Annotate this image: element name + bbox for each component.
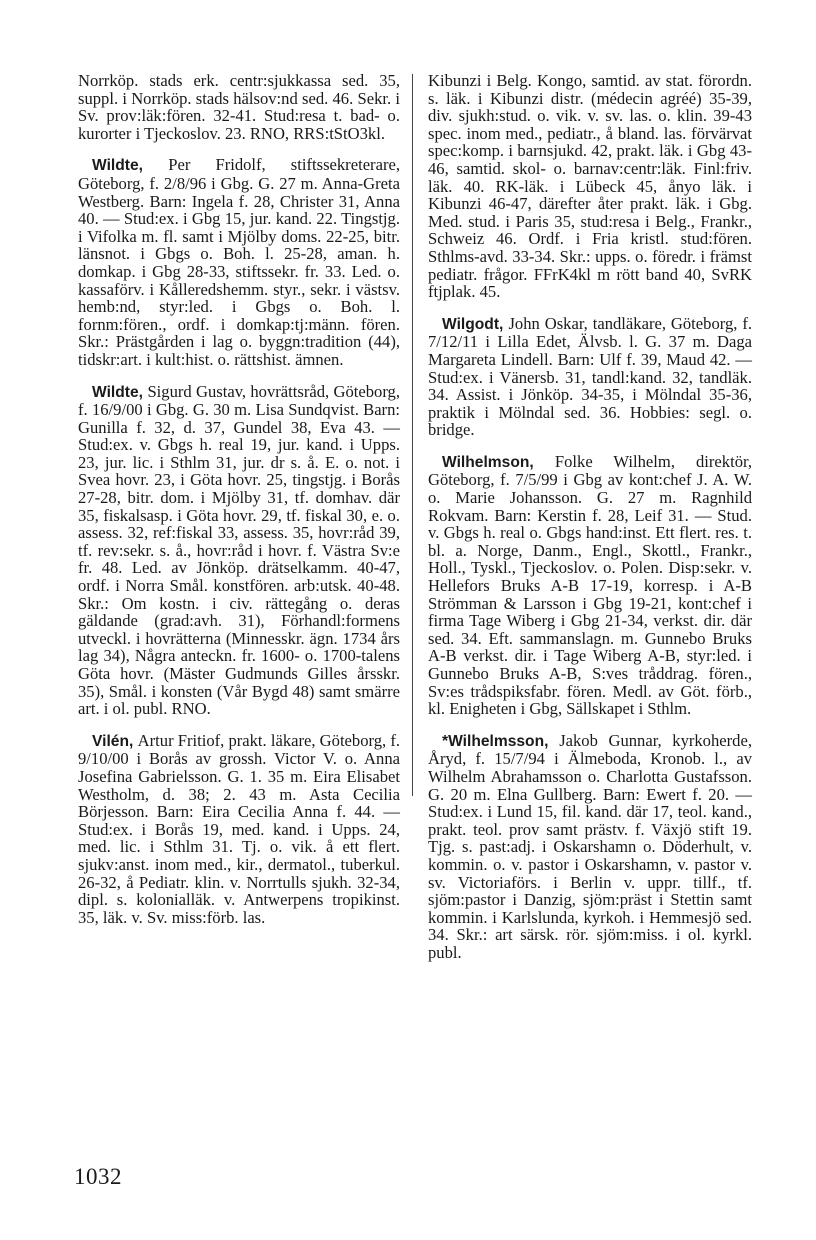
right-column <box>428 72 752 962</box>
entry-wilhelmsson-jakob <box>428 732 752 962</box>
entry-text: Norrköp. stads erk. centr:sjukkassa sed. 35, suppl. i Norrköp. stads hälsov:nd sed. 46. Sekr. i Sv. prov:läk:fören. 32-41. Stud:resa t. bad- o. kurorter i Tjeckoslov. 23. RNO, RRS:tStO3kl. <box>78 71 400 143</box>
entry-text: Folke Wilhelm, direktör, Göteborg, f. 7/5/99 i Gbg av kont:chef J. A. W. o. Marie Johansson. G. 27 m. Ragnhild Rokvam. Barn: Kerstin f. 28, Leif 31. — Stud. v. Gbgs h. real o. Gbgs hand:inst. Ett flert. res. t. bl. a. Norge, Danm., Engl., Skottl., Frankr., Holl., Tyskl., Tjeckoslov. o. Polen. Disp:sekr. v. Hellefors Bruks A-B 17-19, korresp. i A-B Strömman & Larsson i Gbg 19-21, kont:chef i firma Tage Wiberg i Gbg 21-34, verkst. dir. där sed. 34. Eft. sammanslagn. m. Gunnebo Bruks A-B verkst. dir. i Tage Wiberg A-B, styr:led. i Gunnebo Bruks A-B, S:ves tråddrag. fören., Sv:es trådspiksfabr. fören. Medl. av Göt. förb., kl. Enigheten i Gbg, Sällskapet i Sthlm. <box>428 451 752 719</box>
entry-headword: Vilén, <box>92 732 138 750</box>
entry-text: Per Fridolf, stiftssekreterare, Göteborg, f. 2/8/96 i Gbg. G. 27 m. Anna-Greta Westberg. Barn: Ingela f. 28, Christer 31, Anna 40. — Stud:ex. i Gbg 15, jur. kand. 22. Tingstjg. i Vifolka m. fl. samt i Mjölby doms. 22-25, bitr. länsnot. i Gbgs o. Boh. l. 25-28, aman. h. domkap. i Gbg 28-33, stiftssekr. fr. 33. Led. o. kassaförv. i Kålleredshemm. styr., sekr. i västsv. hemb:nd, styr:led. i Gbgs o. Boh. l. fornm:fören., ordf. i domkap:tj:männ. fören. Skr.: Prästgården i lag o. byggn:tradition (44), tidskr:art. i kult:hist. o. rättshist. ämnen. <box>78 155 400 369</box>
entry-continuation <box>428 72 752 301</box>
entry-wilhelmson-folke <box>428 453 752 718</box>
entry-text: Artur Fritiof, prakt. läkare, Göteborg, f. 9/10/00 i Borås av grossh. Victor V. o. Anna Josefina Gabrielsson. G. 1. 35 m. Eira Elisabet Westholm, d. 38; 2. 43 m. Asta Cecilia Börjesson. Barn: Eira Cecilia Anna f. 44. — Stud:ex. i Borås 19, med. kand. i Upps. 24, med. lic. i Sthlm 31. Tj. o. vik. å ett flert. sjukv:anst. inom med., kir., dermatol., tuberkul. 26-32, å Pediatr. klin. v. Norrtulls sjukh. 32-34, dipl. s. kolonialläk. v. Antwerpens tropikinst. 35, läk. v. Sv. miss:förb. las. <box>78 730 401 927</box>
entry-text: Sigurd Gustav, hovrättsråd, Göteborg, f. 16/9/00 i Gbg. G. 30 m. Lisa Sundqvist. Barn: Gunilla f. 32, d. 37, Gundel 38, Eva 43. — Stud:ex. v. Gbgs h. real 19, jur. kand. i Upps. 23, jur. lic. i Sthlm 31, jur. dr s. å. E. o. not. i Svea hovr. 23, i Göta hovr. 25, tingstjg. i Borås 27-28, bitr. dom. i Mjölby 31, tf. domhav. där 35, fiskalsasp. i Göta hovr. 29, tf. fiskal 30, e. o. assess. 32, ref:fiskal 33, assess. 35, hovr:råd 39, tf. rev:sekr. s. å., hovr:råd i hovr. f. Västra Sv:e fr. 48. Led. av Jönköp. drätselkamm. 40-47, ordf. i Norra Smål. konstfören. arb:utsk. 40-48. Skr.: Om kostn. i civ. rättegång o. deras gäldande (grad:avh. 31), Förhandl:formens utveckl. i hovrätterna (Minnesskr. ägn. 1734 års lag 34), Några anteckn. fr. 1600- o. 1700-talens Göta hovr. (Mäster Gudmunds Gilles årsskr. 35), Smål. i konsten (Vår Bygd 48) samt smärre art. i ol. publ. RNO. <box>78 381 400 719</box>
entry-continuation <box>78 72 400 142</box>
entry-headword: Wilgodt, <box>442 315 509 333</box>
entry-text: Kibunzi i Belg. Kongo, samtid. av stat. förordn. s. läk. i Kibunzi distr. (médecin agréé) 35-39, div. sjukh:stud. o. vik. v. sv. las. o. klin. 39-43 spec. inom med., pediatr., å bland. las. förvärvat spec:komp. i barnsjukd. 42, prakt. läk. i Gbg 43-46, samtid. skol- o. barnav:centr:läk. Finl:friv. läk. 40. RK-läk. i Lübeck 45, ånyo läk. i Kibunzi 46-47, därefter åter prakt. läk. i Gbg. Med. stud. i Paris 35, stud:resa i Belg., Frankr., Schweiz 46. Ordf. i Fria kristl. stud:fören. Sthlms-avd. 33-34. Skr.: upps. o. föredr. i främst pediatr. frågor. FFrK4kl m rött band 40, SvRK ftjplak. 45. <box>428 71 752 302</box>
entry-headword: Wilhelmson, <box>442 453 555 471</box>
entry-wildte-sigurd <box>78 383 400 718</box>
entry-wildte-per <box>78 156 400 368</box>
left-column <box>78 72 400 926</box>
entry-text: John Oskar, tandläkare, Göteborg, f. 7/12/11 i Lilla Edet, Älvsb. l. G. 37 m. Daga Margareta Lindell. Barn: Ulf f. 39, Maud 42. — Stud:ex. i Vänersb. 31, tandl:kand. 32, tandläk. 34. Assist. i Jönköp. 34-35, i Mölndal 35-36, praktik i Mölndal sed. 36. Hobbies: segl. o. bridge. <box>428 313 752 440</box>
entry-wilgodt-john <box>428 315 752 439</box>
entry-headword: Wildte, <box>92 383 148 401</box>
entry-vilen-artur <box>78 732 400 927</box>
entry-headword: *Wilhelmsson, <box>442 732 560 750</box>
column-divider <box>412 74 413 796</box>
page-number: 1032 <box>74 1164 122 1189</box>
entry-text: Jakob Gunnar, kyrkoherde, Åryd, f. 15/7/94 i Älmeboda, Kronob. l., av Wilhelm Abrahamsson o. Charlotta Gustafsson. G. 20 m. Elna Gullberg. Barn: Ewert f. 20. — Stud:ex. i Lund 15, fil. kand. där 17, teol. kand., prakt. teol. prov samt prästv. f. Växjö stift 19. Tjg. s. past:adj. i Oskarshamn o. Döderhult, v. kommin. o. v. pastor i Oskarshamn, v. pastor v. sv. Victoriaförs. i Berlin v. uppr. tillf., tf. sjöm:pastor i Danzig, sjöm:präst i Stettin samt kommin. i Karlslunda, kyrkoh. i Hemmesjö sed. 34. Skr.: art särsk. rör. sjöm:miss. i ol. kyrkl. publ. <box>428 730 752 962</box>
entry-headword: Wildte, <box>92 157 169 175</box>
